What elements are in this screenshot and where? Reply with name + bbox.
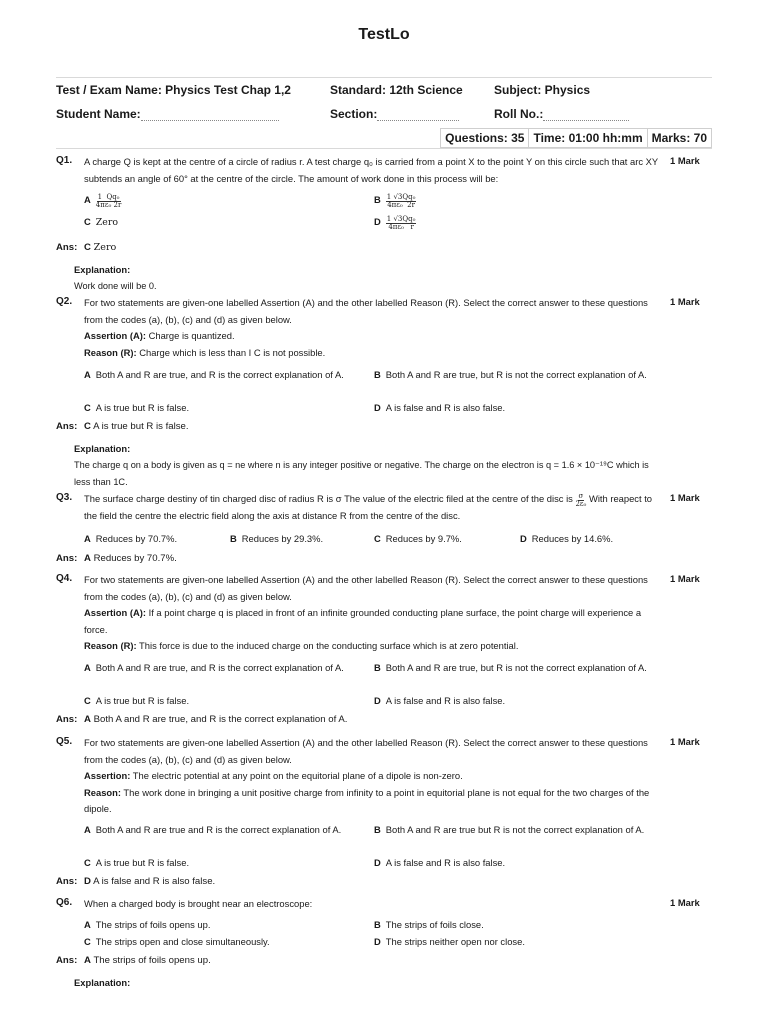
question-text: The surface charge destiny of tin charged disc of radius R is σ The value of the electric filed at the centre of the disc is σ 2ε₀ With reapect to the field the centre the electric field along the axis at distance R from the centre of the disc. (84, 491, 653, 521)
explanation-text: Work done will be 0. (74, 281, 157, 291)
question-number: Q6. (56, 897, 73, 908)
student-name-label: Student Name: (56, 107, 279, 121)
explanation-heading: Explanation: (74, 264, 131, 275)
section-label: Section: (330, 107, 459, 121)
exam-stats (441, 128, 712, 148)
explanation-heading: Explanation: (74, 443, 131, 454)
questions-count: Questions: 35 (440, 128, 529, 148)
answer-label: Ans: (56, 242, 78, 253)
question-text: When a charged body is brought near an electroscope: (84, 898, 313, 909)
answer-text: C Zero (84, 242, 117, 253)
question-number: Q1. (56, 155, 73, 166)
option-d: D A is false and R is also false. (374, 402, 506, 413)
answer-text: A Both A and R are true, and R is the correct explanation of A. (84, 714, 348, 725)
option-a: A Both A and R are true and R is the correct explanation of A. (84, 824, 342, 835)
option-d: D A is false and R is also false. (374, 857, 506, 868)
question-text: For two statements are given-one labelled Assertion (A) and the other labelled Reason (R). Select the correct answer to these questions from the codes (a), (b), (c) and (d) as given below. Assertion (A): Charge is quantized. Reason (R): Charge which is less than I C is not possible. (84, 297, 648, 358)
option-a: A The strips of foils opens up. (84, 919, 211, 930)
question-number: Q2. (56, 296, 73, 307)
total-marks: Marks: 70 (647, 128, 712, 148)
question-mark: 1 Mark (670, 736, 700, 747)
stats-divider (56, 148, 712, 149)
option-b-formula: 1 √3Qq₀ 4πε₀ 2r (386, 192, 416, 209)
question-number: Q3. (56, 492, 73, 503)
question-text: For two statements are given-one labelled Assertion (A) and the other labelled Reason (R). Select the correct answer to these questions from the codes (a), (b), (c) and (d) as given below. Assertion: The electric potential at any point on the equitorial plane of a dipole is non-zero. Reason: The work done in bringing a unit positive charge from infinity to a point in equitorial plane is not equal for the two charges of the dipole. (84, 737, 650, 814)
answer-text: A Reduces by 70.7%. (84, 553, 177, 564)
header-divider (56, 77, 712, 78)
subject: Subject: Physics (494, 83, 591, 97)
time-limit: Time: 01:00 hh:mm (528, 128, 647, 148)
answer-text: A The strips of foils opens up. (84, 955, 211, 966)
option-a-formula: 1 Qq₀ 4πε₀ 2r (95, 192, 122, 209)
answer-label: Ans: (56, 955, 78, 966)
option-c: C A is true but R is false. (84, 402, 190, 413)
option-b: B Both A and R are true, but R is not the correct explanation of A. (374, 662, 647, 673)
option-a: A Reduces by 70.7%. (84, 533, 178, 544)
option-c: C The strips open and close simultaneously. (84, 936, 270, 947)
question-mark: 1 Mark (670, 492, 700, 503)
answer-label: Ans: (56, 553, 78, 564)
option-d: D 1 √3Qq₀ 4πε₀ r (374, 214, 416, 231)
option-c: C A is true but R is false. (84, 695, 190, 706)
question-number: Q5. (56, 736, 73, 747)
page-title: TestLo (358, 26, 410, 43)
option-d: D A is false and R is also false. (374, 695, 506, 706)
exam-name: Test / Exam Name: Physics Test Chap 1,2 (56, 83, 291, 97)
question-mark: 1 Mark (670, 573, 700, 584)
answer-label: Ans: (56, 421, 78, 432)
standard: Standard: 12th Science (330, 83, 463, 97)
answer-label: Ans: (56, 714, 78, 725)
option-a: A Both A and R are true, and R is the correct explanation of A. (84, 662, 344, 673)
option-d-formula: 1 √3Qq₀ 4πε₀ r (386, 214, 416, 231)
answer-text: C A is true but R is false. (84, 421, 189, 432)
option-d: D Reduces by 14.6%. (520, 533, 614, 544)
option-b: B Both A and R are true but R is not the correct explanation of A. (374, 824, 645, 835)
option-b: B Both A and R are true, but R is not the correct explanation of A. (374, 369, 647, 380)
question-text: A charge Q is kept at the centre of a circle of radius r. A test charge q₀ is carried from a point X to the point Y on this circle such that arc XY subtends an angle of 60° at the centre of the circle. The amount of work done in this process will be: (84, 156, 658, 184)
option-c: C Reduces by 9.7%. (374, 533, 462, 544)
question-number: Q4. (56, 573, 73, 584)
question-text: For two statements are given-one labelled Assertion (A) and the other labelled Reason (R). Select the correct answer to these questions from the codes (a), (b), (c) and (d) as given below. Assertion (A): If a point charge q is placed in front of an infinite grounded conducting plane surface, the point charge will experience a force. Reason (R): This force is due to the induced charge on the conducting surface which is at zero potential. (84, 574, 648, 651)
question-mark: 1 Mark (670, 296, 700, 307)
option-d: D The strips neither open nor close. (374, 936, 525, 947)
field-formula: σ 2ε₀ (575, 491, 587, 508)
option-b: B Reduces by 29.3%. (230, 533, 324, 544)
option-b: B The strips of foils close. (374, 919, 484, 930)
option-c: C Zero (84, 216, 118, 228)
explanation-text: The charge q on a body is given as q = ne where n is any integer positive or negative. The charge on the electron is q = 1.6 × 10⁻¹⁹C which is less than 1C. (74, 460, 649, 487)
roll-no-label: Roll No.: (494, 107, 629, 121)
question-mark: 1 Mark (670, 155, 700, 166)
option-c: C A is true but R is false. (84, 857, 190, 868)
option-b: B 1 √3Qq₀ 4πε₀ 2r (374, 192, 416, 209)
answer-label: Ans: (56, 876, 78, 887)
option-a: A 1 Qq₀ 4πε₀ 2r (84, 192, 122, 209)
explanation-heading: Explanation: (74, 977, 131, 988)
question-mark: 1 Mark (670, 897, 700, 908)
option-a: A Both A and R are true, and R is the correct explanation of A. (84, 369, 344, 380)
answer-text: D A is false and R is also false. (84, 876, 216, 887)
